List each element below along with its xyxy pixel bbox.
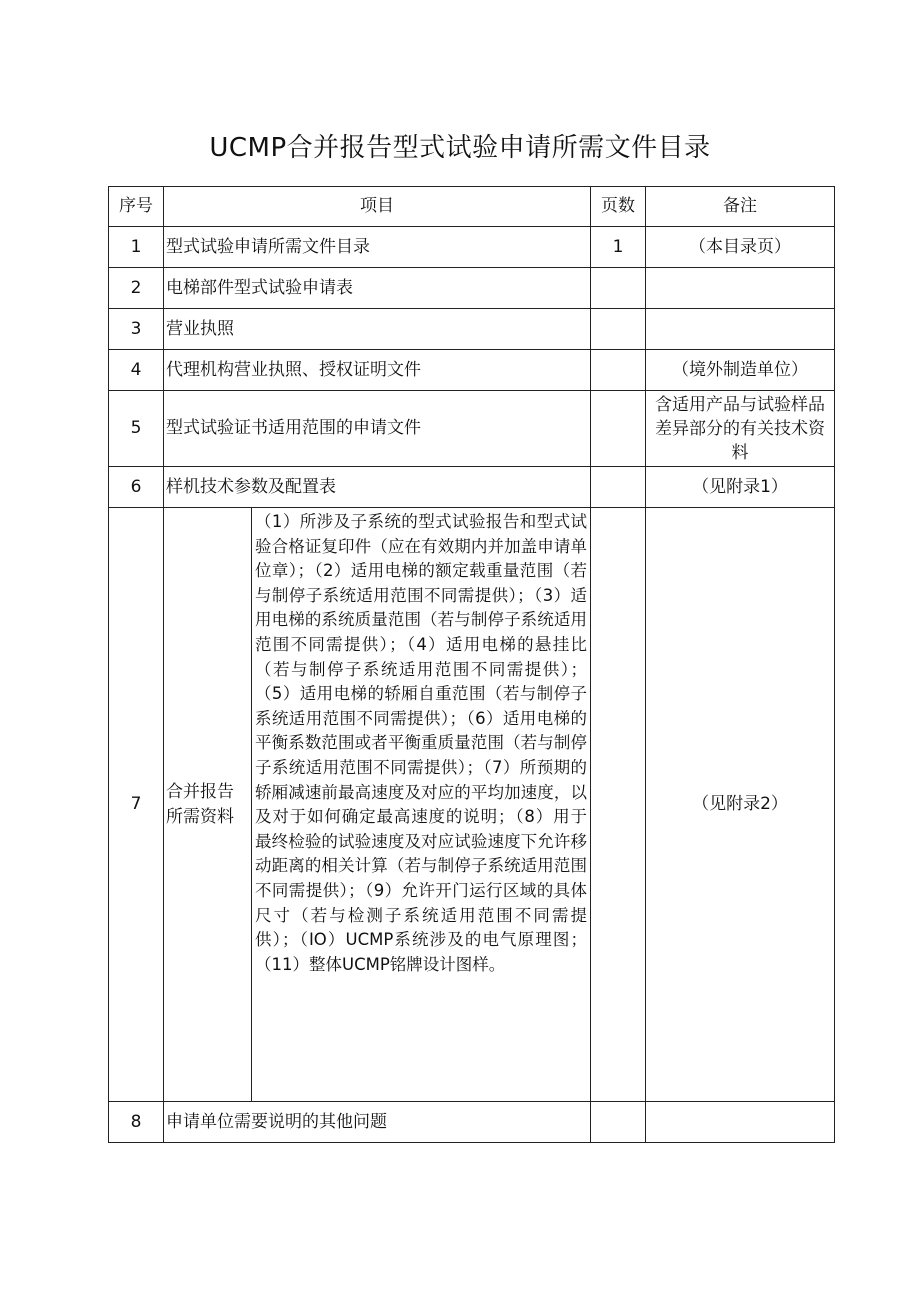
row-pages <box>591 268 646 309</box>
document-list-table <box>108 186 835 1143</box>
row-seq: 1 <box>109 227 164 268</box>
row-detail: （1）所涉及子系统的型式试验报告和型式试验合格证复印件（应在有效期内并加盖申请单位章）；（2）适用电梯的额定载重量范围（若与制停子系统适用范围不同需提供）；（3）适用电梯的系统质量范围（若与制停子系统适用范围不同需提供）；（4）适用电梯的悬挂比（若与制停子系统适用范围不同需提供）；（5）适用电梯的轿厢自重范围（若与制停子系统适用范围不同需提供）；（6）适用电梯的平衡系数范围或者平衡重质量范围（若与制停子系统适用范围不同需提供）；（7）所预期的轿厢减速前最高速度及对应的平均加速度，以及对于如何确定最高速度的说明；（8）用于最终检验的试验速度及对应试验速度下允许移动距离的相关计算（若与制停子系统适用范围不同需提供）；（9）允许开门运行区域的具体尺寸（若与检测子系统适用范围不同需提供）；（IO）UCMP系统涉及的电气原理图；（11）整体UCMP铭牌设计图样。 <box>252 508 591 1102</box>
header-item: 项目 <box>164 187 591 227</box>
row-pages <box>591 1102 646 1143</box>
table-row <box>109 268 835 309</box>
table-row <box>109 227 835 268</box>
row-item: 营业执照 <box>164 309 591 350</box>
table-row <box>109 391 835 467</box>
row-item: 样机技术参数及配置表 <box>164 467 591 508</box>
table-row <box>109 1102 835 1143</box>
row-remark: 含适用产品与试验样品差异部分的有关技术资料 <box>646 391 835 467</box>
row-remark <box>646 268 835 309</box>
row-item: 型式试验证书适用范围的申请文件 <box>164 391 591 467</box>
row-item: 型式试验申请所需文件目录 <box>164 227 591 268</box>
row-item: 电梯部件型式试验申请表 <box>164 268 591 309</box>
table-row <box>109 508 835 1102</box>
row-pages <box>591 467 646 508</box>
row-seq: 7 <box>109 508 164 1102</box>
row-remark <box>646 309 835 350</box>
row-remark: （见附录2） <box>646 508 835 1102</box>
row-pages <box>591 350 646 391</box>
row-item: 申请单位需要说明的其他问题 <box>164 1102 591 1143</box>
document-title: UCMP合并报告型式试验申请所需文件目录 <box>209 133 711 163</box>
table-row <box>109 467 835 508</box>
row-seq: 6 <box>109 467 164 508</box>
row-item: 合并报告所需资料 <box>164 508 252 1102</box>
row-seq: 4 <box>109 350 164 391</box>
row-pages <box>591 508 646 1102</box>
row-remark: （本目录页） <box>646 227 835 268</box>
header-remark: 备注 <box>646 187 835 227</box>
table-header-row <box>109 187 835 227</box>
header-pages: 页数 <box>591 187 646 227</box>
row-seq: 3 <box>109 309 164 350</box>
row-remark: （境外制造单位） <box>646 350 835 391</box>
row-remark: （见附录1） <box>646 467 835 508</box>
row-pages: 1 <box>591 227 646 268</box>
row-pages <box>591 309 646 350</box>
row-pages <box>591 391 646 467</box>
table-row <box>109 350 835 391</box>
row-seq: 8 <box>109 1102 164 1143</box>
row-item: 代理机构营业执照、授权证明文件 <box>164 350 591 391</box>
row-remark <box>646 1102 835 1143</box>
row-seq: 5 <box>109 391 164 467</box>
row-seq: 2 <box>109 268 164 309</box>
table-row <box>109 309 835 350</box>
header-seq: 序号 <box>109 187 164 227</box>
